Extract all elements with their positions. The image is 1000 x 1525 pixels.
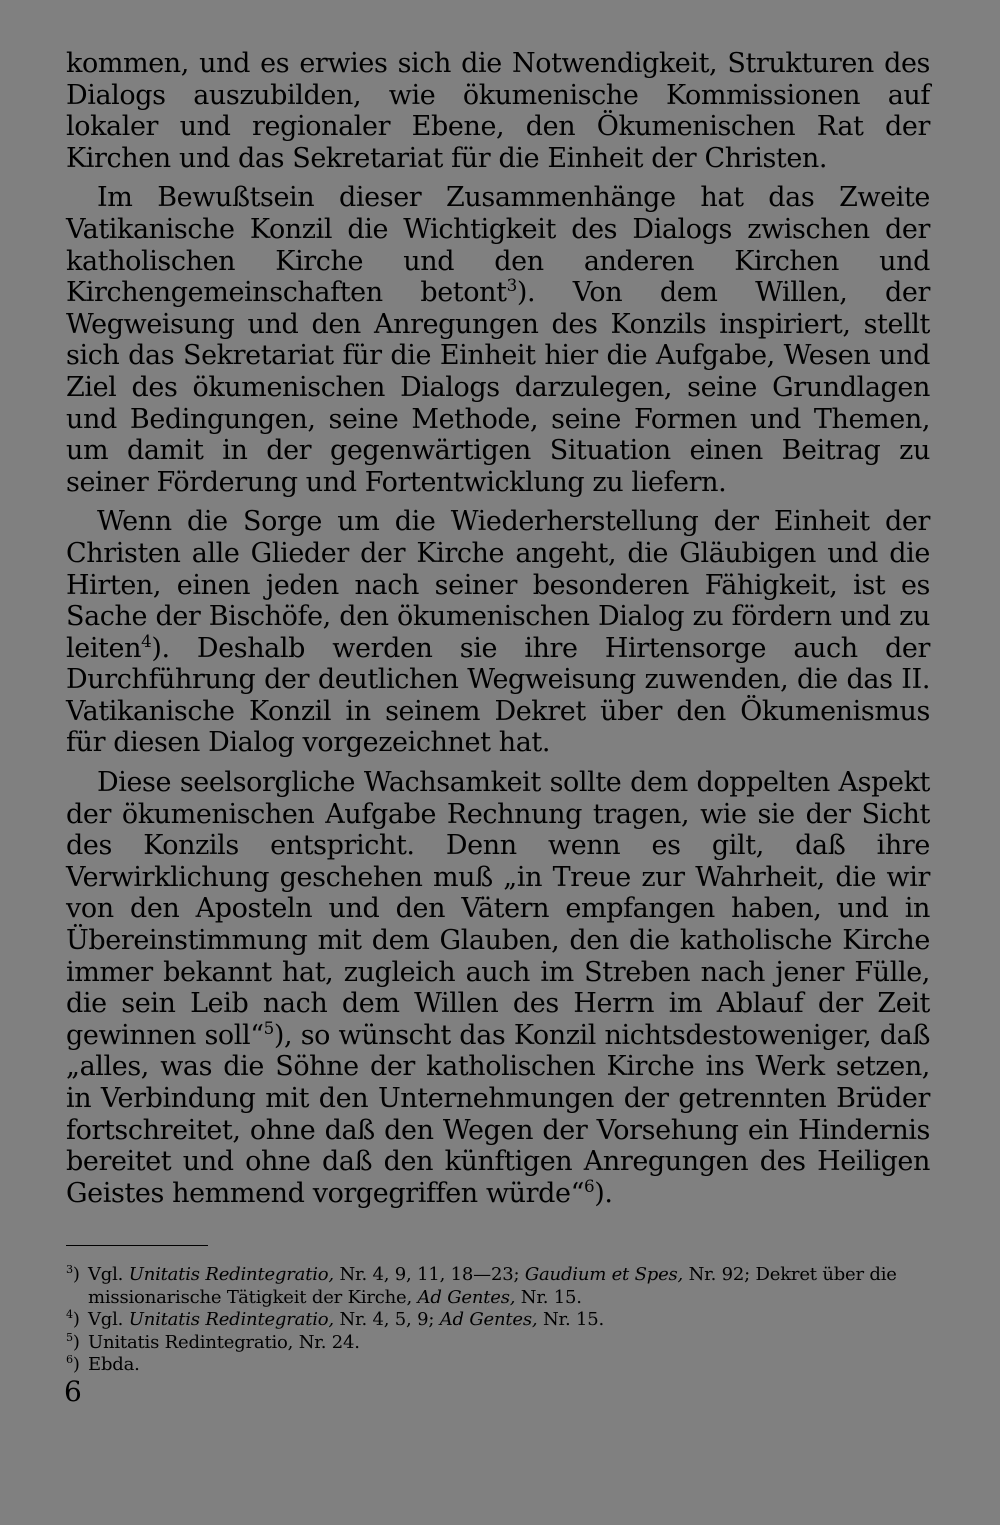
footnote-3-text: Nr. 4, 9, 11, 18—23; — [333, 1264, 525, 1286]
footnote-divider — [66, 1245, 208, 1246]
paragraph-2-segment-1: Im Bewußtsein dieser Zusammenhänge hat das Zweite Vatikanische Konzil die Wichtigkeit des Dialogs zwischen der katholischen Kirche und den anderen Kirchen und Kirchengemeinschaften betont — [66, 182, 930, 309]
footnote-3-text: Vgl. — [88, 1264, 129, 1286]
footnote-3-citation: Unitatis Redintegratio, — [128, 1264, 334, 1286]
paragraph-4-segment-1: Diese seelsorgliche Wachsamkeit sollte dem doppelten Aspekt der ökumenischen Aufgabe Rechnung tragen, wie sie der Sicht des Konzils entspricht. Denn wenn es gilt, daß ihre Verwirklichung geschehen muß „in Treue zur Wahrheit, die wir von den Aposteln und den Vätern empfangen haben, und in Übereinstimmung mit dem Glauben, den die katholische Kirche immer bekannt hat, zugleich auch im Streben nach jener Fülle, die sein Leib nach dem Willen des Herrn im Ablauf der Zeit gewinnen soll“ — [66, 767, 930, 1051]
paragraph-4-segment-2: ), so wünscht das Konzil nichtsdestoweniger, daß „alles, was die Söhne der katholischen Kirche ins Werk setzen, in Verbindung mit den Unternehmungen der getrennten Brüder fortschreitet, ohne daß den Wegen der Vorsehung ein Hindernis bereitet und ohne daß den künftigen Anregungen des Heiligen Geistes hemmend vorgegriffen würde“ — [66, 1019, 930, 1209]
footnote-4 — [66, 1309, 930, 1332]
footnote-ref-6: 6 — [584, 1175, 595, 1196]
paragraph-2-segment-2: ). Von dem Willen, der Wegweisung und den Anregungen des Konzils inspiriert, stellt sich das Sekretariat für die Einheit hier die Aufgabe, Wesen und Ziel des ökumenischen Dialogs darzulegen, seine Grundlagen und Bedingungen, seine Methode, seine Formen und Themen, um damit in der gegenwärtigen Situation einen Beitrag zu seiner Förderung und Fortentwicklung zu liefern. — [66, 277, 931, 498]
paragraph-3 — [66, 506, 930, 759]
footnote-4-text: Vgl. — [88, 1309, 129, 1331]
footnote-3 — [66, 1264, 930, 1309]
footnote-4-citation: Ad Gentes, — [439, 1309, 538, 1331]
paragraph-1-segment-1: kommen, und es erwies sich die Notwendigkeit, Strukturen des Dialogs auszubilden, wie ökumenische Kommissionen auf lokaler und regionaler Ebene, den Ökumenischen Rat der Kirchen und das Sekretariat für die Einheit der Christen. — [66, 48, 930, 174]
paragraph-3-segment-2: ). Deshalb werden sie ihre Hirtensorge auch der Durchführung der deutlichen Wegweisung zuwenden, die das II. Vatikanische Konzil in seinem Dekret über den Ökumenismus für diesen Dialog vorgezeichnet hat. — [66, 632, 930, 759]
document-page — [66, 48, 930, 1377]
footnote-3-text: Nr. 92; Dekret über die missionarische Tätigkeit der Kirche, — [88, 1264, 897, 1308]
paragraph-4-segment-3: ). — [594, 1177, 613, 1209]
body-text — [66, 48, 930, 1209]
footnote-6 — [66, 1354, 930, 1377]
footnote-6-mark: $^6$) — [66, 1353, 80, 1376]
footnote-3-text: Nr. 15. — [515, 1286, 582, 1308]
footnote-4-text: Nr. 15. — [537, 1309, 605, 1331]
footnote-ref-5: 5 — [263, 1017, 274, 1038]
footnote-3-citation: Gaudium et Spes, — [524, 1264, 684, 1286]
footnote-5-mark: $^5$) — [66, 1330, 80, 1353]
page-number: 6 — [64, 1375, 82, 1408]
footnote-3-mark: $^3$) — [66, 1263, 80, 1286]
footnote-4-citation: Unitatis Redintegratio, — [128, 1309, 334, 1331]
footnote-6-text: Ebda. — [88, 1354, 140, 1376]
footnote-ref-3: 3 — [506, 275, 517, 296]
footnote-4-text: Nr. 4, 5, 9; — [333, 1309, 440, 1331]
paragraph-2 — [66, 182, 930, 498]
paragraph-1 — [66, 48, 930, 174]
footnote-5 — [66, 1332, 930, 1355]
footnotes — [66, 1264, 930, 1377]
paragraph-3-segment-1: Wenn die Sorge um die Wiederherstellung der Einheit der Christen alle Glieder der Kirche angeht, die Gläubigen und die Hirten, einen jeden nach seiner besonderen Fähigkeit, ist es Sache der Bischöfe, den ökumenischen Dialog zu fördern und zu leiten — [66, 506, 930, 664]
footnote-3-citation: Ad Gentes, — [417, 1286, 516, 1308]
paragraph-4 — [66, 767, 930, 1209]
footnote-5-text: Unitatis Redintegratio, Nr. 24. — [88, 1331, 360, 1353]
footnote-4-mark: $^4$) — [66, 1308, 80, 1331]
footnote-ref-4: 4 — [141, 630, 152, 651]
